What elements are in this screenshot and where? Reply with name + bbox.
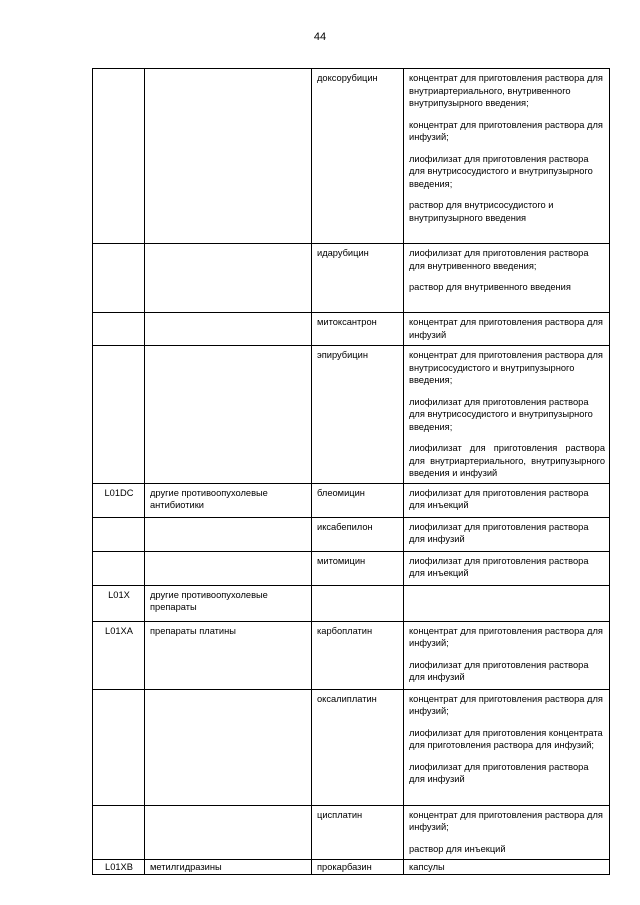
- table-row: [93, 69, 610, 244]
- group-cell: [145, 551, 312, 585]
- drug-name-cell: доксорубицин: [312, 69, 404, 244]
- dosage-form: лиофилизат для приготовления раствора для внутрисосудистого и внутрипузырного введения;: [409, 153, 593, 189]
- group-cell: препараты платины: [145, 621, 312, 689]
- dosage-form: лиофилизат для приготовления концентрата для приготовления раствора для инфузий;: [409, 727, 603, 750]
- dosage-form: лиофилизат для приготовления раствора для внутривенного введения;: [409, 248, 589, 271]
- drug-name-cell: прокарбазин: [312, 859, 404, 874]
- group-cell: [145, 313, 312, 346]
- drug-name-cell: идарубицин: [312, 244, 404, 313]
- drug-name-cell: митомицин: [312, 551, 404, 585]
- dosage-form: концентрат для приготовления раствора для внутрисосудистого и внутрипузырного введения;: [409, 350, 603, 385]
- dosage-forms-cell: [404, 805, 610, 859]
- dosage-form: раствор для внутрисосудистого и внутрипузырного введения: [409, 200, 554, 223]
- group-cell: [145, 689, 312, 805]
- atc-code-cell: L01XB: [93, 859, 145, 874]
- dosage-forms-cell: [404, 621, 610, 689]
- dosage-form: раствор для внутривенного введения: [409, 282, 571, 292]
- group-cell: метилгидразины: [145, 859, 312, 874]
- dosage-form: лиофилизат для приготовления раствора для инъекций: [409, 555, 589, 578]
- table-row: [93, 313, 610, 346]
- dosage-form: капсулы: [409, 861, 445, 872]
- table-row: [93, 551, 610, 585]
- atc-code-cell: [93, 346, 145, 484]
- dosage-form: концентрат для приготовления раствора для инфузий;: [409, 625, 603, 648]
- dosage-forms-cell: [404, 859, 610, 874]
- table-row: [93, 859, 610, 874]
- dosage-form: концентрат для приготовления раствора для инфузий: [409, 317, 603, 340]
- dosage-form: лиофилизат для приготовления раствора для инфузий: [409, 761, 589, 784]
- dosage-forms-cell: [404, 483, 610, 517]
- dosage-form: концентрат для приготовления раствора для внутриартериального, внутривенного внутрипузырного введения;: [409, 73, 603, 108]
- dosage-form: концентрат для приготовления раствора для инфузий;: [409, 693, 603, 716]
- group-cell: [145, 69, 312, 244]
- dosage-forms-cell: [404, 346, 610, 484]
- atc-code-cell: [93, 551, 145, 585]
- dosage-form: лиофилизат для приготовления раствора для инфузий: [409, 521, 589, 544]
- drug-name-cell: эпирубицин: [312, 346, 404, 484]
- atc-code-cell: [93, 69, 145, 244]
- drug-name-cell: карбоплатин: [312, 621, 404, 689]
- group-cell: [145, 805, 312, 859]
- drug-name-cell: цисплатин: [312, 805, 404, 859]
- dosage-form: концентрат для приготовления раствора для инфузий;: [409, 119, 603, 142]
- drug-name-cell: блеомицин: [312, 483, 404, 517]
- group-cell: другие противоопухолевые антибиотики: [145, 483, 312, 517]
- drug-name-cell: [312, 585, 404, 621]
- table-row: [93, 805, 610, 859]
- group-cell: [145, 346, 312, 484]
- table-row: [93, 517, 610, 551]
- table-row: [93, 483, 610, 517]
- atc-code-cell: [93, 517, 145, 551]
- dosage-forms-cell: [404, 689, 610, 805]
- table-row: [93, 346, 610, 484]
- drug-table: [92, 68, 610, 875]
- atc-code-cell: [93, 689, 145, 805]
- atc-code-cell: [93, 805, 145, 859]
- dosage-forms-cell: [404, 585, 610, 621]
- dosage-forms-cell: [404, 69, 610, 244]
- group-cell: [145, 517, 312, 551]
- dosage-forms-cell: [404, 551, 610, 585]
- dosage-forms-cell: [404, 313, 610, 346]
- dosage-forms-cell: [404, 244, 610, 313]
- drug-name-cell: митоксантрон: [312, 313, 404, 346]
- dosage-form: лиофилизат для приготовления раствора для внутриартериального, внутрипузырного введения и инфузий: [409, 443, 605, 478]
- table-row: [93, 585, 610, 621]
- dosage-form: лиофилизат для приготовления раствора для внутрисосудистого и внутрипузырного введения;: [409, 396, 593, 432]
- table-row: [93, 621, 610, 689]
- dosage-form: лиофилизат для приготовления раствора для инфузий: [409, 659, 589, 682]
- atc-code-cell: [93, 244, 145, 313]
- table-row: [93, 244, 610, 313]
- drug-name-cell: иксабепилон: [312, 517, 404, 551]
- atc-code-cell: [93, 313, 145, 346]
- atc-code-cell: L01XA: [93, 621, 145, 689]
- atc-code-cell: L01DC: [93, 483, 145, 517]
- dosage-form: раствор для инъекций: [409, 843, 506, 854]
- group-cell: другие противоопухолевые препараты: [145, 585, 312, 621]
- drug-name-cell: оксалиплатин: [312, 689, 404, 805]
- dosage-form: концентрат для приготовления раствора для инфузий;: [409, 809, 603, 832]
- dosage-forms-cell: [404, 517, 610, 551]
- group-cell: [145, 244, 312, 313]
- page-number: 44: [313, 31, 327, 43]
- dosage-form: лиофилизат для приготовления раствора для инъекций: [409, 487, 589, 510]
- table-row: [93, 689, 610, 805]
- atc-code-cell: L01X: [93, 585, 145, 621]
